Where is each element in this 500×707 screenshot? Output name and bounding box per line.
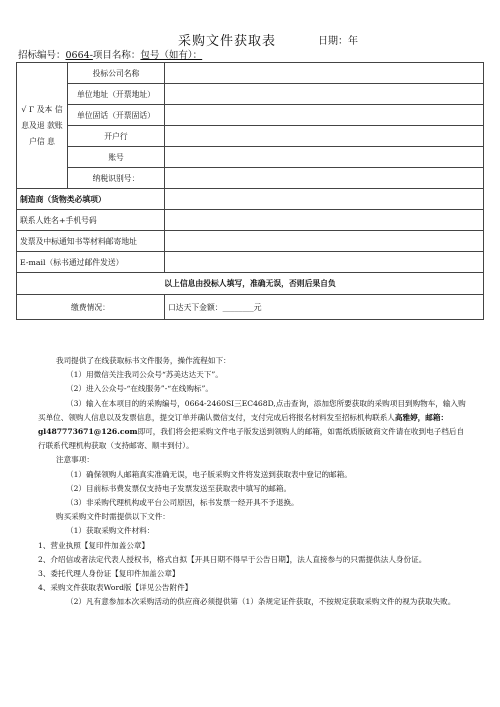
note-3: （3）非采购代理机构或平台公司原因，标书发票一经开具不予退换。 [66,498,299,508]
material-3: 3、委托代理人身份证【复印件加盖公章】 [38,569,180,579]
company-address-label: 单位地址（开票地址） [68,84,165,105]
form-row [17,231,484,252]
tax-id-label: 纳税识别号： [68,168,165,189]
company-phone-field[interactable] [165,105,484,126]
date-label: 日期：年 [318,36,358,47]
material-4: 4、采购文件获取表Word版【详见公告附件】 [38,583,193,593]
invoice-address-label: 发票及中标通知书等材料邮寄地址 [17,231,165,252]
header [0,30,500,48]
form-row [17,189,484,210]
form-row [17,147,484,168]
form-row [17,168,484,189]
material-2: 2、介绍信或者法定代表人授权书，格式自拟【开具日期不得早于公告日期】，法人直接参与的只需提供法人身份证。 [38,554,427,564]
purchase-title: 购买采购文件时需提供以下文件： [56,512,170,522]
notes-title: 注意事项： [56,455,94,465]
accuracy-notice: 以上信息由投标人填写，准确无误，否则后果自负 [17,273,484,295]
contact-label: 联系人姓名+手机号码 [17,210,165,231]
final-note: （2）凡有意参加本次采购活动的供应商必须提供第（1）条规定证件获取，不按规定获取采购文件的视为获取失败。 [66,597,456,607]
step-3: （3）输入在本项目的的采购编号，0664-2460SI三EC468D,点击查询，添加您所要获取的采购项目到购物车，输入购买单位、领购人信息以及发票信息，提交订单并确认微信支付，支付完成后将报名材料发至招标机构联系人高雅婷，邮箱：gl487773671@126.com即可，我们将会把采购文件电子版发送到领购人的邮箱，如需纸质版破商文件请在收到电子档后自行联系代理机构获取（支持邮寄、顺丰到付）。 [38,398,466,451]
manufacturer-label: 制造商（货物类必填项） [17,189,165,210]
bidder-name-field[interactable] [165,63,484,84]
bid-no-label: 招标编号： [18,50,66,61]
note-1: （1）确保领购人邮箱真实准确无误，电子版采购文件将发送到获取表中登记的邮箱。 [66,469,352,479]
form-row [17,210,484,231]
bidder-info-side-label: √ Γ 及本 信息及退 款账户信 息 [17,63,68,189]
package-no-label: 包号（如有）： [140,50,203,61]
form-row [17,252,484,273]
bank-field[interactable] [165,126,484,147]
form-row [17,273,484,295]
bank-label: 开户行 [68,126,165,147]
company-address-field[interactable] [165,84,484,105]
instructions [38,354,470,610]
form-row [17,84,484,105]
note-2: （2）目前标书费发票仅支持电子发票发送至获取表中填写的邮箱。 [66,483,292,493]
account-label: 账号 [68,147,165,168]
email-label: E-mail（标书通过邮件发送） [17,252,165,273]
intro-text: 我司提供了在线获取标书文件服务，操作流程如下： [56,356,231,365]
form-row [17,295,484,320]
step-1: （1）用微信关注我司公众号“苏美达达天下”。 [66,370,223,380]
step-2: （2）进入公众号-“在线服务”-“在线购标”。 [66,384,213,394]
materials-title: （1）获取采购文件材料： [66,526,155,536]
page-title: 采购文件获取表 [178,34,277,49]
contact-email[interactable]: 高雅婷，邮箱：gl487773671@126.com [38,412,449,437]
bid-no-value: 0664- [65,50,93,61]
company-phone-label: 单位固话（开票固话） [68,105,165,126]
fee-status-label: 缴费情况： [17,295,165,320]
account-field[interactable] [165,147,484,168]
bidder-name-label: 投标公司名称 [68,63,165,84]
project-info-line [18,47,202,61]
material-1: 1、营业执照【复印件加盖公章】 [38,540,150,550]
form-row [17,126,484,147]
email-field[interactable] [165,252,484,273]
project-name-label: 项目名称： [92,50,141,61]
acquisition-form-table [16,62,484,320]
manufacturer-field[interactable] [165,189,484,210]
contact-field[interactable] [165,210,484,231]
invoice-address-field[interactable] [165,231,484,252]
fee-status-value[interactable]: 口达天下金额：________元 [165,295,484,320]
form-row [17,105,484,126]
tax-id-field[interactable] [165,168,484,189]
form-row [17,63,484,84]
